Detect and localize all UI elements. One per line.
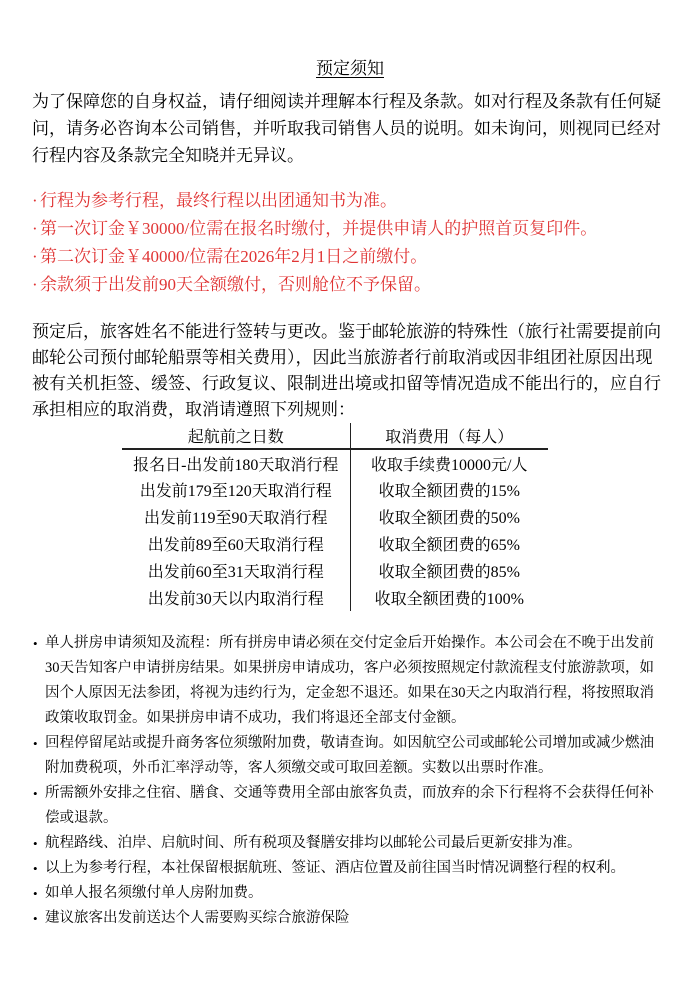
table-row: [122, 584, 548, 611]
list-item: [33, 906, 668, 931]
table-row: [122, 476, 548, 503]
payment-note-text: 余款须于出发前90天全额缴付，否则舱位不予保留。: [40, 275, 431, 294]
dot-bullet-icon: ·: [32, 219, 38, 238]
payment-notes: [32, 187, 668, 299]
note-text: 所需额外安排之住宿、膳食、交通等费用全部由旅客负责，而放弃的余下行程将不会获得任何补偿或退款。: [45, 785, 654, 826]
table-header-days: 起航前之日数: [122, 423, 350, 449]
cell-days: 出发前89至60天取消行程: [122, 530, 350, 557]
table-row: [122, 449, 548, 476]
cell-fee: 收取全额团费的85%: [378, 564, 520, 581]
dot-bullet-icon: ·: [32, 191, 38, 210]
table-row: [122, 503, 548, 530]
list-item: [33, 781, 668, 831]
table-row: [122, 530, 548, 557]
bullet-icon: •: [33, 886, 38, 901]
intro-paragraph: 为了保障您的自身权益，请仔细阅读并理解本行程及条款。如对行程及条款有任何疑问，请务必咨询本公司销售，并听取我司销售人员的说明。如未询问，则视同已经对行程内容及条款完全知晓并无异议。: [32, 92, 661, 165]
table-row: [122, 557, 548, 584]
cancellation-policy-paragraph: 预定后，旅客姓名不能进行签转与更改。鉴于邮轮旅游的特殊性（旅行社需要提前向邮轮公司预付邮轮船票等相关费用），因此当旅游者行前取消或因非组团社原因出现被有关机拒签、缓签、行政复议、限制进出境或扣留等情况造成不能出行的，应自行承担相应的取消费，取消请遵照下列规则：: [32, 322, 661, 419]
page-title: [32, 57, 668, 81]
bullet-icon: •: [33, 736, 38, 751]
payment-note-text: 第一次订金￥30000/位需在报名时缴付，并提供申请人的护照首页复印件。: [40, 219, 598, 238]
payment-note-line: [32, 243, 668, 271]
list-item: [33, 831, 668, 856]
cell-fee: 收取手续费10000元/人: [371, 456, 528, 474]
table-body: [122, 449, 548, 611]
cell-days: 出发前119至90天取消行程: [122, 503, 350, 530]
payment-note-text: 第二次订金￥40000/位需在2026年2月1日之前缴付。: [40, 247, 428, 266]
cancellation-fee-table: [122, 423, 548, 611]
list-item: [33, 856, 668, 881]
payment-note-line: [32, 215, 668, 243]
dot-bullet-icon: ·: [32, 247, 38, 266]
cell-fee: 收取全额团费的65%: [378, 537, 520, 554]
note-text: 建议旅客出发前送达个人需要购买综合旅游保险: [45, 910, 350, 926]
cell-days: 出发前30天以内取消行程: [122, 584, 350, 611]
cell-days: 出发前179至120天取消行程: [122, 476, 350, 503]
cell-days: 报名日-出发前180天取消行程: [122, 449, 350, 476]
bullet-icon: •: [33, 636, 38, 651]
note-text: 航程路线、泊岸、启航时间、所有税项及餐膳安排均以邮轮公司最后更新安排为准。: [45, 835, 582, 851]
note-text: 以上为参考行程，本社保留根据航班、签证、酒店位置及前往国当时情况调整行程的权利。: [45, 860, 625, 876]
list-item: [33, 881, 668, 906]
bullet-icon: •: [33, 911, 38, 926]
list-item: [33, 631, 668, 731]
table-head: [122, 423, 548, 449]
note-text: 单人拼房申请须知及流程：所有拼房申请必须在交付定金后开始操作。本公司会在不晚于出发前30天告知客户申请拼房结果。如果拼房申请成功，客户必须按照规定付款流程支付旅游款项，如因个人原因无法参团，将视为违约行为，定金恕不退还。如果在30天之内取消行程，将按照取消政策收取罚金。如果拼房申请不成功，我们将退还全部支付金额。: [45, 635, 654, 726]
bullet-icon: •: [33, 786, 38, 801]
list-item: [33, 731, 668, 781]
page-title-text: 预定须知: [316, 59, 384, 78]
note-text: 回程停留尾站或提升商务客位须缴附加费，敬请查询。如因航空公司或邮轮公司增加或减少燃油附加费税项，外币汇率浮动等，客人须缴交或可取回差额。实数以出票时作准。: [45, 735, 654, 776]
cell-fee: 收取全额团费的15%: [378, 483, 520, 500]
general-notes-list: [33, 631, 668, 961]
dot-bullet-icon: ·: [32, 275, 38, 294]
payment-note-text: 行程为参考行程，最终行程以出团通知书为准。: [40, 191, 397, 210]
note-text: 如单人报名须缴付单人房附加费。: [45, 885, 263, 901]
payment-note-line: [32, 187, 668, 215]
cell-fee: 收取全额团费的50%: [378, 510, 520, 527]
table-header-fee: 取消费用（每人）: [350, 423, 548, 449]
payment-note-line: [32, 271, 668, 299]
table-header-row: [122, 423, 548, 449]
bullet-icon: •: [33, 861, 38, 876]
cell-days: 出发前60至31天取消行程: [122, 557, 350, 584]
cell-fee: 收取全额团费的100%: [374, 591, 524, 608]
bullet-icon: •: [33, 836, 38, 851]
